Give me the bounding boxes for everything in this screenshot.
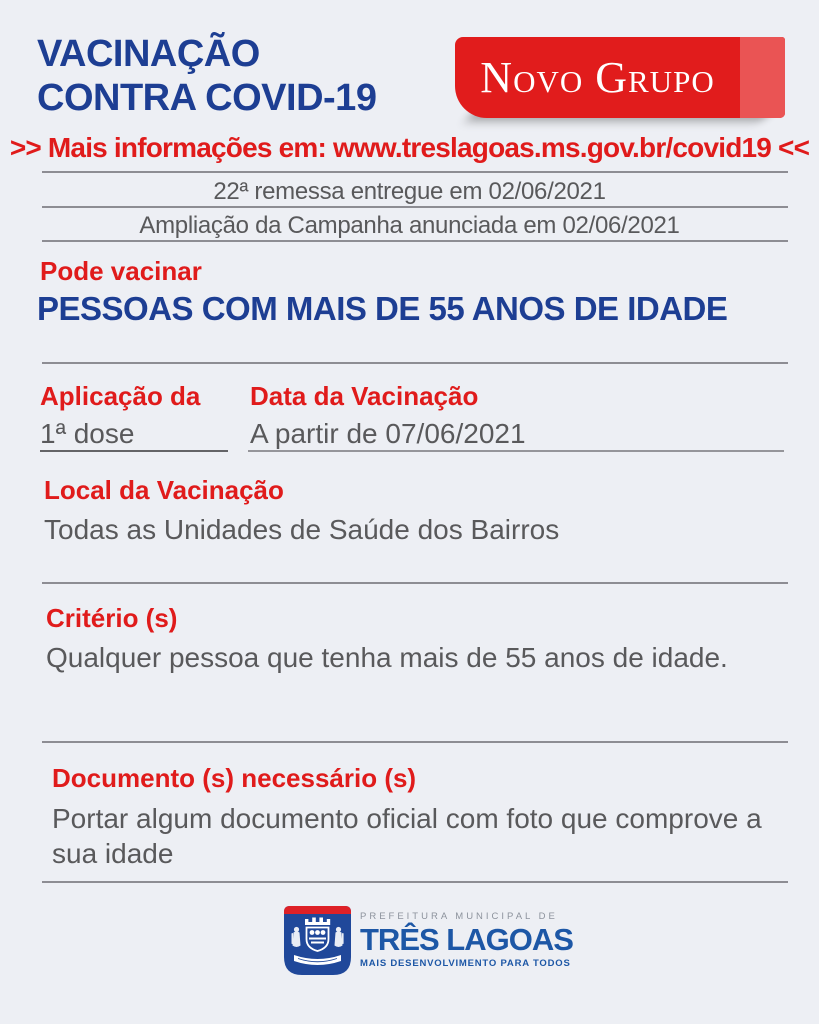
documents-label: Documento (s) necessário (s): [52, 763, 417, 793]
vaccination-date-value: A partir de 07/06/2021: [250, 418, 526, 449]
new-group-ribbon: [455, 37, 785, 118]
divider: [42, 206, 788, 208]
eligibility-headline: PESSOAS COM MAIS DE 55 ANOS DE IDADE: [37, 290, 728, 327]
title-line-2: CONTRA COVID-19: [37, 77, 377, 119]
shipment-notice: 22ª remessa entregue em 02/06/2021: [213, 178, 606, 205]
divider: [42, 240, 788, 242]
dose-section: [40, 381, 200, 450]
divider: [42, 582, 788, 584]
page-title: [37, 32, 376, 120]
dose-value: 1ª dose: [40, 418, 135, 449]
org-superline: PREFEITURA MUNICIPAL DE: [360, 911, 558, 922]
criteria-section: [46, 603, 728, 674]
title-line-1: VACINAÇÃO: [37, 33, 260, 75]
logo-wordmark: [360, 906, 573, 975]
city-hall-logo: [284, 906, 573, 975]
criteria-value: Qualquer pessoa que tenha mais de 55 anos de idade.: [46, 642, 728, 673]
dose-label: Aplicação da: [40, 381, 201, 411]
org-tagline: MAIS DESENVOLVIMENTO PARA TODOS: [360, 958, 571, 969]
date-underline: [248, 450, 784, 452]
documents-section: [52, 763, 797, 871]
divider: [42, 741, 788, 743]
tres-lagoas-crest-icon: [284, 906, 351, 975]
org-name: TRÊS LAGOAS: [360, 922, 573, 957]
more-info-url-line: >> Mais informações em: www.treslagoas.ms.gov.br/covid19 <<: [9, 132, 810, 163]
dose-underline: [40, 450, 228, 452]
divider: [42, 881, 788, 883]
divider: [42, 171, 788, 173]
vaccination-date-section: [250, 381, 526, 450]
eligibility-label: Pode vacinar: [40, 256, 202, 286]
vaccination-date-label: Data da Vacinação: [250, 381, 479, 411]
location-value: Todas as Unidades de Saúde dos Bairros: [44, 514, 560, 545]
campaign-notice: Ampliação da Campanha anunciada em 02/06/2021: [139, 212, 680, 239]
ribbon-edge-strip: [740, 37, 785, 118]
divider: [42, 362, 788, 364]
location-label: Local da Vacinação: [44, 475, 284, 505]
documents-value: Portar algum documento oficial com foto que comprove a sua idade: [52, 803, 762, 869]
new-group-badge: Novo Grupo: [480, 53, 715, 102]
criteria-label: Critério (s): [46, 603, 178, 633]
location-section: [44, 475, 559, 546]
